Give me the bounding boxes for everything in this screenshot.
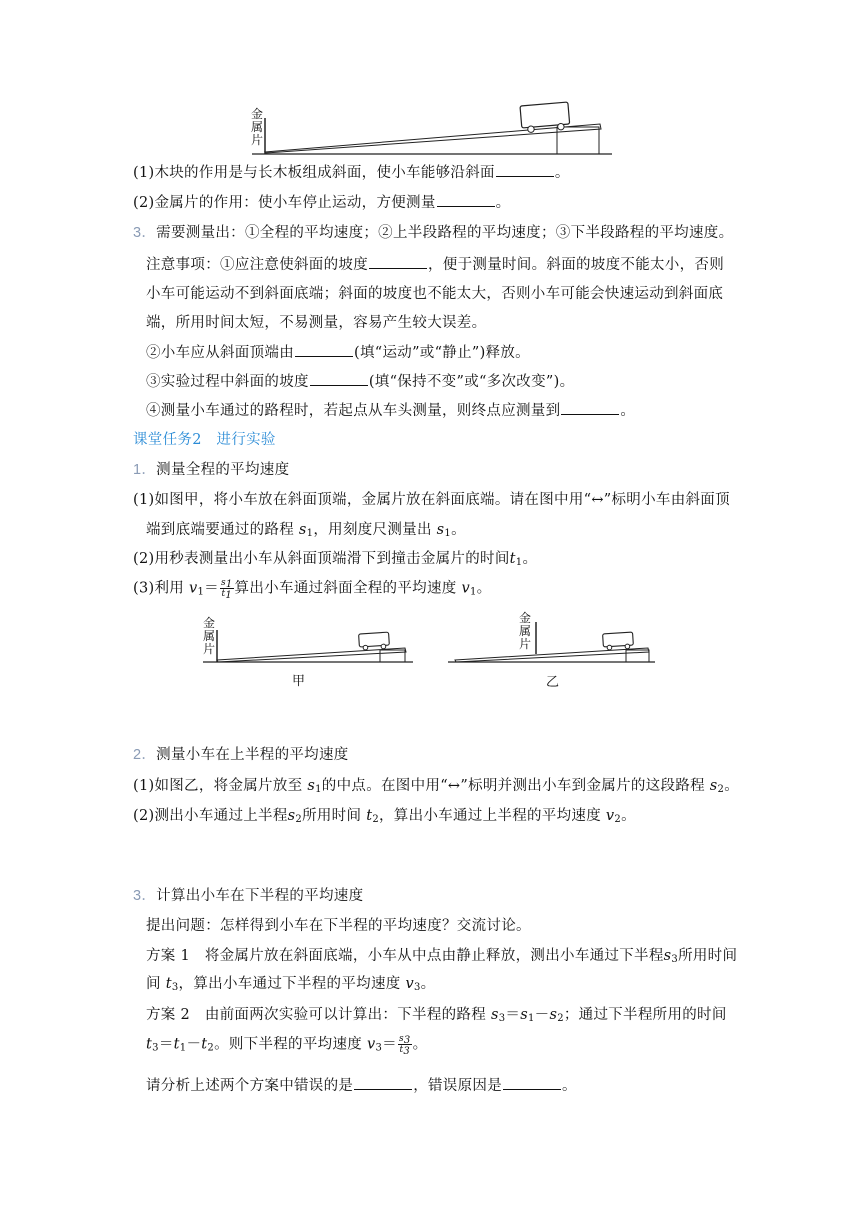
section-3-question: 提出问题：怎样得到小车在下半程的平均速度？交流讨论。: [146, 918, 531, 934]
plan-2-line-2: $t_3=t_1-t_2$。则下半程的平均速度 $v_3=$ $\frac{s_3}{t_3}$ 。: [146, 1034, 428, 1057]
line-3: 3．需要测量出：①全程的平均速度；②上半段路程的平均速度；③下半段路程的平均速度。: [133, 225, 734, 241]
metal-sheet-label: 金属片: [250, 107, 263, 147]
answer-blank[interactable]: [503, 1075, 561, 1090]
line-1: (1)木块的作用是与长木板组成斜面，使小车能够沿斜面 。: [133, 162, 570, 183]
section-1-step-1: (1)如图甲，将小车放在斜面顶端，金属片放在斜面底端。请在图中用“↔”标明小车由斜面顶: [133, 492, 730, 508]
line-7: ②小车应从斜面顶端由 (填“运动”或“静止”)释放。: [146, 342, 530, 363]
section-1-step-1b: 端到底端要通过的路程 $s_1$，用刻度尺测量出 $s_1$。: [146, 522, 466, 539]
line-5: 小车可能运动不到斜面底端；斜面的坡度也不能太大，否则小车可能会快速运动到斜面底: [146, 286, 724, 302]
final-question: 请分析上述两个方案中错误的是 ，错误原因是 。: [146, 1075, 577, 1096]
line-9: ④测量小车通过的路程时，若起点从车头测量，则终点应测量到 。: [146, 400, 635, 421]
metal-sheet-label: 金属片: [518, 611, 531, 651]
plan-2-line-1: 方案 2 由前面两次实验可以计算出：下半程的路程 $s_3=s_1-s_2$；通过下半程所用的时间: [146, 1007, 727, 1024]
section-3-title: 3．计算出小车在下半程的平均速度: [133, 888, 364, 904]
line-8: ③实验过程中斜面的坡度 (填“保持不变”或“多次改变”)。: [146, 371, 574, 392]
line-6: 端，所用时间太短，不易测量，容易产生较大误差。: [146, 315, 487, 331]
line-4: 注意事项：①应注意使斜面的坡度 ，便于测量时间。斜面的坡度不能太小，否则: [146, 254, 724, 275]
section-1-step-3: (3)利用 $v_1=$ $\frac{s_1}{t_1}$ 算出小车通过斜面全程的平均速度 $v_1$。: [133, 578, 492, 601]
section-2-title: 2．测量小车在上半程的平均速度: [133, 747, 349, 763]
line-2: (2)金属片的作用：使小车停止运动，方便测量 。: [133, 192, 510, 213]
task-heading: 课堂任务2 进行实验: [133, 432, 276, 448]
plan-1-line-2: 间 $t_3$，算出小车通过下半程的平均速度 $v_3$。: [146, 976, 436, 993]
section-2-step-1: (1)如图乙，将金属片放至 $s_1$的中点。在图中用“↔”标明并测出小车到金属片的这段路程 $s_2$。: [133, 778, 740, 795]
section-1-step-2: (2)用秒表测量出小车从斜面顶端滑下到撞击金属片的时间$t_1$。: [133, 551, 538, 568]
section-2-step-2: (2)测出小车通过上半程$s_2$所用时间 $t_2$，算出小车通过上半程的平均速度 $v_2$。: [133, 808, 636, 825]
section-1-title: 1．测量全程的平均速度: [133, 462, 290, 478]
figure-caption-yi: 乙: [546, 675, 560, 690]
answer-blank[interactable]: [354, 1075, 412, 1090]
plan-1-line-1: 方案 1 将金属片放在斜面底端，小车从中点由静止释放，测出小车通过下半程$s_3$所用时间: [146, 948, 738, 965]
metal-sheet-label: 金属片: [202, 616, 215, 656]
figure-caption-jia: 甲: [292, 674, 306, 689]
